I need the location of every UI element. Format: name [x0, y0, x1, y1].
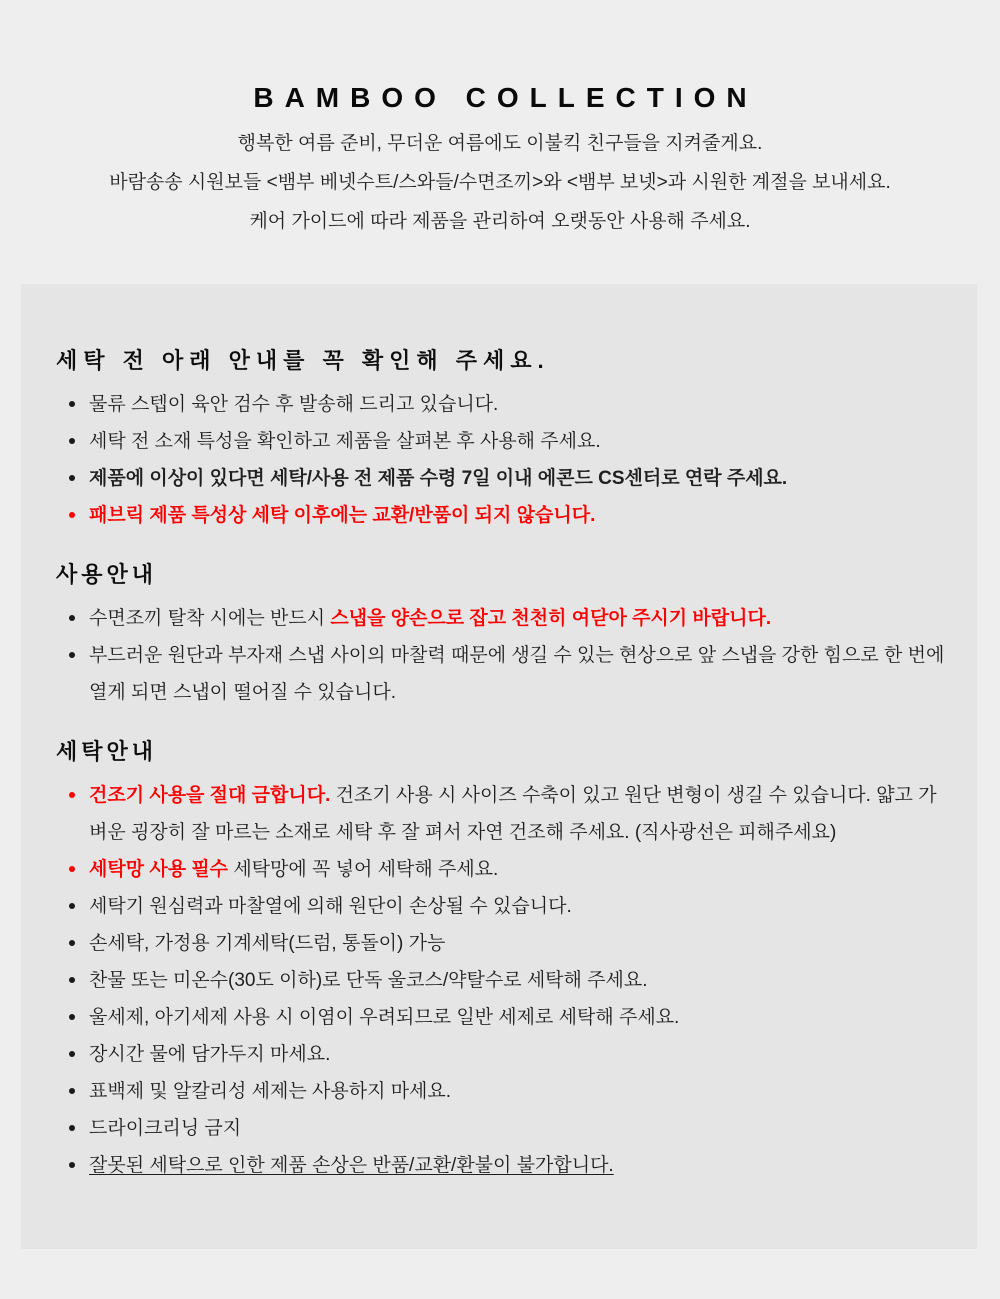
care-item-friction: [56, 637, 947, 711]
care-item-text: 찬물 또는 미온수(30도 이하)로 단독 울코스/약탈수로 세탁해 주세요.: [89, 970, 648, 991]
care-guide-box: [21, 284, 977, 1249]
usage-list: [56, 600, 947, 711]
care-item-text: 잘못된 세탁으로 인한 제품 손상은 반품/교환/환불이 불가합니다.: [89, 1155, 614, 1176]
care-item-text: 세탁망에 꼭 넣어 세탁해 주세요.: [228, 859, 499, 880]
care-item-text: 드라이크리닝 금지: [89, 1118, 242, 1139]
washing-heading: 세탁안내: [56, 739, 158, 764]
care-item-logistics: [56, 386, 947, 423]
intro-line-2: 바람송송 시원보들 <뱀부 베넷수트/스와들/수면조끼>와 <뱀부 보넷>과 시원한 계절을 보내세요.: [109, 172, 891, 193]
intro-header: [0, 0, 1000, 241]
care-item-no-dryer: [56, 777, 947, 851]
care-item-no-soak: [56, 1036, 947, 1073]
care-item-hand-wash: [56, 925, 947, 962]
care-item-text: 표백제 및 알칼리성 세제는 사용하지 마세요.: [89, 1081, 452, 1102]
usage-heading: 사용안내: [56, 562, 158, 587]
care-item-no-bleach: [56, 1073, 947, 1110]
care-item-no-refund: [56, 1147, 947, 1184]
care-item-defect-contact: [56, 460, 947, 497]
intro-line-3: 케어 가이드에 따라 제품을 관리하여 오랫동안 사용해 주세요.: [249, 211, 751, 232]
care-item-warning-text: 패브릭 제품 특성상 세탁 이후에는 교환/반품이 되지 않습니다.: [89, 505, 596, 526]
care-item-no-dry-clean: [56, 1110, 947, 1147]
washing-list: [56, 777, 947, 1184]
care-item-warning-text: 건조기 사용을 절대 금합니다.: [89, 785, 331, 806]
care-item-text: 건조기 사용 시 사이즈 수축이 있고 원단 변형이 생길 수 있습니다. 얇고 가벼운 굉장히 잘 마르는 소재로 세탁 후 잘 펴서 자연 건조해 주세요. (직사광선은 피해주세요): [89, 785, 937, 843]
collection-title: BAMBOO COLLECTION: [253, 82, 758, 113]
care-item-no-exchange: [56, 497, 947, 534]
care-item-text: 수면조끼 탈착 시에는 반드시: [89, 608, 331, 629]
pre-wash-heading: 세탁 전 아래 안내를 꼭 확인해 주세요.: [56, 348, 550, 373]
care-item-snap: [56, 600, 947, 637]
care-item-text: 제품에 이상이 있다면 세탁/사용 전 제품 수령 7일 이내 에콘드 CS센터로 연락 주세요.: [89, 468, 788, 489]
care-item-check-material: [56, 423, 947, 460]
intro-line-1: 행복한 여름 준비, 무더운 여름에도 이불킥 친구들을 지켜줄게요.: [237, 133, 763, 154]
care-item-text: 물류 스텝이 육안 검수 후 발송해 드리고 있습니다.: [89, 394, 499, 415]
care-item-text: 장시간 물에 담가두지 마세요.: [89, 1044, 331, 1065]
pre-wash-list: [56, 386, 947, 534]
care-item-text: 세탁기 원심력과 마찰열에 의해 원단이 손상될 수 있습니다.: [89, 896, 572, 917]
care-item-centrifugal: [56, 888, 947, 925]
care-item-cold-water: [56, 962, 947, 999]
care-item-warning-text: 스냅을 양손으로 잡고 천천히 여닫아 주시기 바랍니다.: [330, 608, 772, 629]
care-item-text: 부드러운 원단과 부자재 스냅 사이의 마찰력 때문에 생길 수 있는 현상으로 앞 스냅을 강한 힘으로 한 번에 열게 되면 스냅이 떨어질 수 있습니다.: [89, 645, 945, 703]
care-item-text: 울세제, 아기세제 사용 시 이염이 우려되므로 일반 세제로 세탁해 주세요.: [89, 1007, 680, 1028]
care-item-laundry-net: [56, 851, 947, 888]
care-item-detergent: [56, 999, 947, 1036]
care-item-warning-text: 세탁망 사용 필수: [89, 859, 229, 880]
care-item-text: 세탁 전 소재 특성을 확인하고 제품을 살펴본 후 사용해 주세요.: [89, 431, 601, 452]
care-item-text: 손세탁, 가정용 기계세탁(드럼, 통돌이) 가능: [89, 933, 446, 954]
